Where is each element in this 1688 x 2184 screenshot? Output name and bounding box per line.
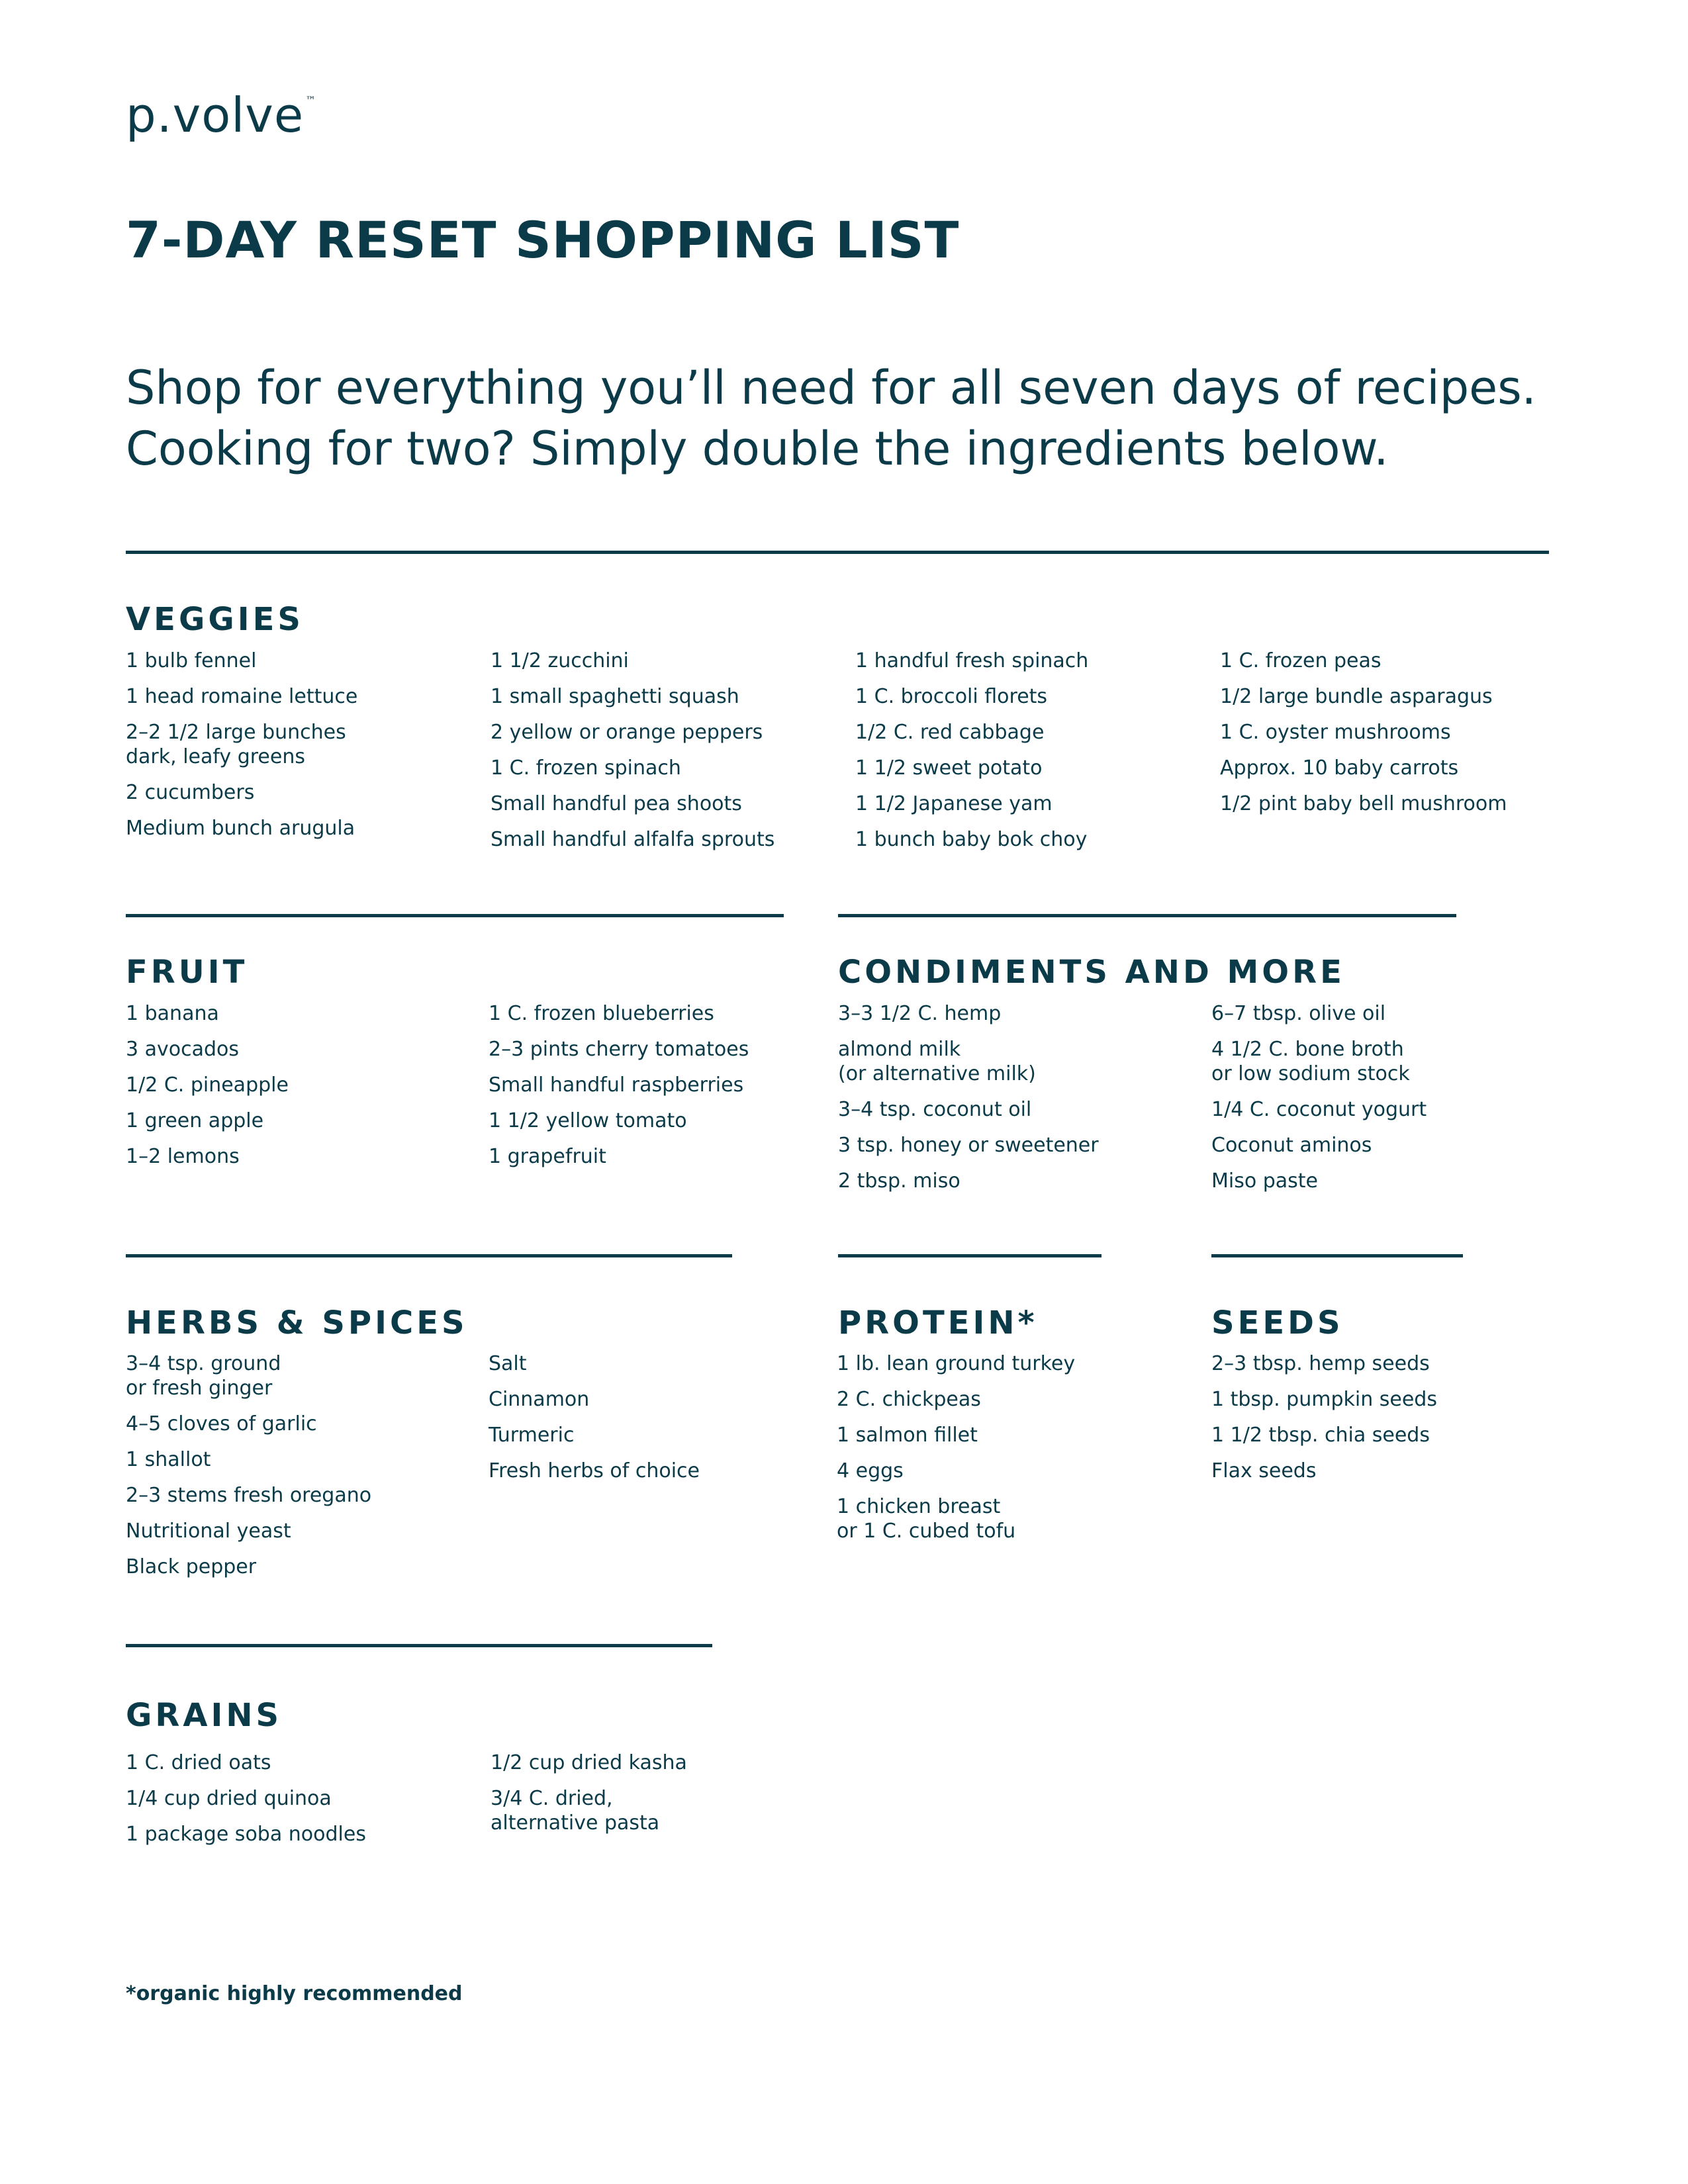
shopping-list-item: 3–4 tsp. ground or fresh ginger — [126, 1352, 281, 1400]
fruit-column-2 — [489, 1001, 833, 1180]
divider-protein — [838, 1254, 1102, 1257]
shopping-list-item: Small handful raspberries — [489, 1073, 744, 1097]
divider-fruit — [126, 914, 784, 917]
shopping-list-item: Black pepper — [126, 1555, 257, 1578]
shopping-list-item: 1 small spaghetti squash — [491, 685, 739, 708]
veggies-column-1 — [126, 649, 470, 852]
veggies-column-2 — [491, 649, 835, 863]
shopping-list-item: 1 package soba noodles — [126, 1823, 366, 1846]
shopping-list-item: 2 tbsp. miso — [838, 1169, 961, 1193]
section-title-condiments: CONDIMENTS AND MORE — [838, 954, 1345, 991]
section-title-protein: PROTEIN* — [838, 1304, 1038, 1342]
shopping-list-item: 1 1/2 tbsp. chia seeds — [1211, 1424, 1430, 1447]
shopping-list-item: 1 lb. lean ground turkey — [837, 1352, 1076, 1375]
shopping-list-item: 3 tsp. honey or sweetener — [838, 1134, 1099, 1157]
shopping-list-item: 1 bunch baby bok choy — [855, 828, 1088, 851]
shopping-list-item: Flax seeds — [1211, 1459, 1317, 1482]
shopping-list-item: 1/4 C. coconut yogurt — [1211, 1098, 1427, 1121]
shopping-list-item: 1 salmon fillet — [837, 1424, 978, 1447]
shopping-list-item: 1 C. frozen spinach — [491, 756, 681, 780]
shopping-list-item: Small handful pea shoots — [491, 792, 742, 815]
shopping-list-item: 2–2 1/2 large bunches dark, leafy greens — [126, 721, 346, 768]
shopping-list-item: Coconut aminos — [1211, 1134, 1372, 1157]
divider-grains — [126, 1644, 712, 1647]
shopping-list-item: 4 eggs — [837, 1459, 904, 1482]
shopping-list-item: Miso paste — [1211, 1169, 1319, 1193]
shopping-list-item: 1/2 cup dried kasha — [491, 1751, 687, 1774]
shopping-list-item: 2 C. chickpeas — [837, 1388, 981, 1411]
shopping-list-item: 1 1/2 zucchini — [491, 649, 629, 672]
section-title-veggies: VEGGIES — [126, 601, 304, 638]
shopping-list-item: 1/2 C. red cabbage — [855, 721, 1045, 744]
logo-text: p.volve — [126, 87, 305, 143]
shopping-list-item: Medium bunch arugula — [126, 817, 355, 840]
shopping-list-item: Turmeric — [489, 1424, 575, 1447]
shopping-list-item: almond milk (or alternative milk) — [838, 1038, 1036, 1085]
footnote: *organic highly recommended — [126, 1982, 463, 2005]
shopping-list-item: Nutritional yeast — [126, 1520, 291, 1543]
shopping-list-item: 1 handful fresh spinach — [855, 649, 1089, 672]
veggies-column-3 — [855, 649, 1199, 863]
shopping-list-item: 3/4 C. dried, alternative pasta — [491, 1787, 660, 1835]
shopping-list-item: 1 C. broccoli florets — [855, 685, 1048, 708]
grains-column-1 — [126, 1751, 470, 1858]
condiments-column-1 — [838, 1001, 1196, 1205]
shopping-list-item: 2–3 pints cherry tomatoes — [489, 1038, 749, 1061]
shopping-list-item: 1 C. frozen peas — [1220, 649, 1382, 672]
shopping-list-item: 6–7 tbsp. olive oil — [1211, 1002, 1386, 1025]
shopping-list-item: 1 1/2 yellow tomato — [489, 1109, 687, 1132]
shopping-list-item: 1 1/2 Japanese yam — [855, 792, 1053, 815]
shopping-list-item: 1 C. oyster mushrooms — [1220, 721, 1451, 744]
intro-line-1: Shop for everything you’ll need for all seven days of recipes. — [126, 361, 1536, 415]
intro-line-2: Cooking for two? Simply double the ingredients below. — [126, 422, 1389, 476]
shopping-list-item: 4 1/2 C. bone broth or low sodium stock — [1211, 1038, 1410, 1085]
shopping-list-item: 3–4 tsp. coconut oil — [838, 1098, 1032, 1121]
shopping-list-item: Approx. 10 baby carrots — [1220, 756, 1459, 780]
shopping-list-item: 4–5 cloves of garlic — [126, 1412, 317, 1435]
protein-column-1 — [837, 1351, 1194, 1555]
divider-seeds — [1211, 1254, 1463, 1257]
shopping-list-item: Salt — [489, 1352, 527, 1375]
shopping-list-item: 1 C. frozen blueberries — [489, 1002, 714, 1025]
shopping-list-item: 1/4 cup dried quinoa — [126, 1787, 332, 1810]
shopping-list-item: 1 bulb fennel — [126, 649, 257, 672]
shopping-list-item: Cinnamon — [489, 1388, 590, 1411]
section-title-seeds: SEEDS — [1211, 1304, 1344, 1342]
divider-condiments — [838, 914, 1456, 917]
shopping-list-item: 1 grapefruit — [489, 1145, 606, 1168]
shopping-list-item: 2–3 tbsp. hemp seeds — [1211, 1352, 1430, 1375]
shopping-list-item: 2–3 stems fresh oregano — [126, 1484, 372, 1507]
shopping-list-item: 3 avocados — [126, 1038, 240, 1061]
shopping-list-item: Fresh herbs of choice — [489, 1459, 700, 1482]
shopping-list-item: 1 chicken breast or 1 C. cubed tofu — [837, 1495, 1016, 1543]
trademark-mark: ™ — [305, 94, 317, 107]
condiments-column-2 — [1211, 1001, 1556, 1205]
veggies-column-4 — [1220, 649, 1551, 827]
page-title: 7-DAY RESET SHOPPING LIST — [126, 210, 960, 269]
shopping-list-item: 3–3 1/2 C. hemp — [838, 1002, 1002, 1025]
shopping-list-item: 1/2 large bundle asparagus — [1220, 685, 1493, 708]
shopping-list-item: 1 green apple — [126, 1109, 264, 1132]
shopping-list-item: 1/2 C. pineapple — [126, 1073, 289, 1097]
shopping-list-item: 1–2 lemons — [126, 1145, 240, 1168]
shopping-list-item: 1 tbsp. pumpkin seeds — [1211, 1388, 1437, 1411]
herbs-column-1 — [126, 1351, 470, 1590]
section-title-grains: GRAINS — [126, 1697, 283, 1734]
shopping-list-item: 1 C. dried oats — [126, 1751, 271, 1774]
seeds-column-1 — [1211, 1351, 1542, 1494]
shopping-list-item: Small handful alfalfa sprouts — [491, 828, 775, 851]
shopping-list-item: 1 banana — [126, 1002, 219, 1025]
intro-text — [126, 357, 1549, 479]
herbs-column-2 — [489, 1351, 820, 1494]
section-title-herbs-spices: HERBS & SPICES — [126, 1304, 468, 1342]
shopping-list-item: 1 head romaine lettuce — [126, 685, 358, 708]
divider-top — [126, 551, 1549, 554]
shopping-list-item: 2 yellow or orange peppers — [491, 721, 763, 744]
shopping-list-item: 1 1/2 sweet potato — [855, 756, 1043, 780]
pvolve-logo — [126, 87, 317, 143]
shopping-list-item: 2 cucumbers — [126, 781, 255, 804]
fruit-column-1 — [126, 1001, 470, 1180]
divider-herbs — [126, 1254, 732, 1257]
shopping-list-item: 1/2 pint baby bell mushroom — [1220, 792, 1507, 815]
section-title-fruit: FRUIT — [126, 954, 248, 991]
shopping-list-item: 1 shallot — [126, 1448, 211, 1471]
grains-column-2 — [491, 1751, 835, 1846]
